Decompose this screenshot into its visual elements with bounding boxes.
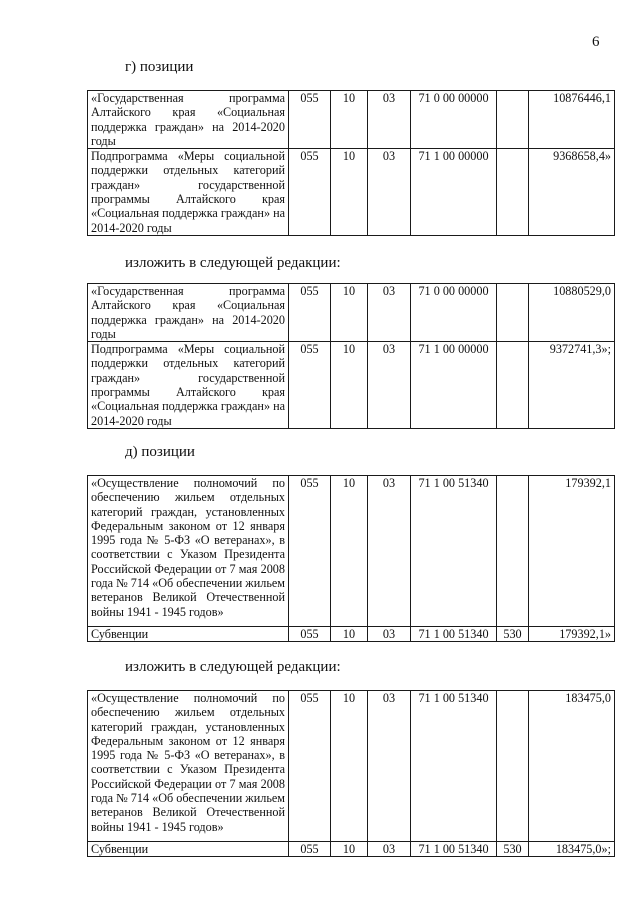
target-article-code: 71 1 00 00000 (411, 342, 497, 429)
target-article-code: 71 0 00 00000 (411, 91, 497, 149)
table-row (88, 342, 615, 429)
item-description: «Государственная программа Алтайского края «Социальная поддержка граждан» на 2014-2020 годы (88, 91, 289, 149)
subsection-code: 03 (368, 91, 411, 149)
section-heading: изложить в следующей редакции: (125, 659, 341, 675)
expense-type-code: 530 (497, 842, 529, 857)
amount: 10880529,0 (529, 284, 615, 342)
expense-type-code (497, 342, 529, 429)
section-code: 10 (331, 149, 368, 236)
page-number: 6 (592, 34, 600, 50)
expense-type-code: 530 (497, 627, 529, 642)
expense-type-code (497, 284, 529, 342)
amount: 9372741,3»; (529, 342, 615, 429)
section-code: 10 (331, 691, 368, 842)
amount: 179392,1» (529, 627, 615, 642)
ministry-code: 055 (289, 476, 331, 627)
item-description: «Государственная программа Алтайского края «Социальная поддержка граждан» на 2014-2020 годы (88, 284, 289, 342)
item-description: Субвенции (88, 842, 289, 857)
section-code: 10 (331, 627, 368, 642)
section-code: 10 (331, 91, 368, 149)
table-row (88, 842, 615, 857)
subsection-code: 03 (368, 842, 411, 857)
ministry-code: 055 (289, 149, 331, 236)
subsection-code: 03 (368, 627, 411, 642)
ministry-code: 055 (289, 691, 331, 842)
item-description: Подпрограмма «Меры социальной поддержки отдельных категорий граждан» государственной программы Алтайского края «Социальная поддержка граждан» на 2014-2020 годы (88, 149, 289, 236)
table-row (88, 627, 615, 642)
item-description: «Осуществление полномочий по обеспечению жильем отдельных категорий граждан, установленных Федеральным законом от 12 января 1995 года № 5-ФЗ «О ветеранах», в соответствии с Указом Президента Российской Федерации от 7 мая 2008 года № 714 «Об обеспечении жильем ветеранов Великой Отечественной войны 1941 - 1945 годов» (88, 691, 289, 842)
target-article-code: 71 1 00 00000 (411, 149, 497, 236)
table-row (88, 91, 615, 149)
ministry-code: 055 (289, 627, 331, 642)
table-row (88, 476, 615, 627)
ministry-code: 055 (289, 91, 331, 149)
ministry-code: 055 (289, 284, 331, 342)
section-heading: г) позиции (125, 59, 194, 75)
subsection-code: 03 (368, 284, 411, 342)
item-description: Субвенции (88, 627, 289, 642)
target-article-code: 71 0 00 00000 (411, 284, 497, 342)
section-code: 10 (331, 342, 368, 429)
ministry-code: 055 (289, 342, 331, 429)
budget-table (87, 90, 615, 236)
expense-type-code (497, 149, 529, 236)
target-article-code: 71 1 00 51340 (411, 691, 497, 842)
target-article-code: 71 1 00 51340 (411, 842, 497, 857)
amount: 183475,0 (529, 691, 615, 842)
budget-table (87, 283, 615, 429)
subsection-code: 03 (368, 691, 411, 842)
amount: 9368658,4» (529, 149, 615, 236)
expense-type-code (497, 476, 529, 627)
ministry-code: 055 (289, 842, 331, 857)
section-code: 10 (331, 842, 368, 857)
subsection-code: 03 (368, 149, 411, 236)
section-code: 10 (331, 284, 368, 342)
subsection-code: 03 (368, 342, 411, 429)
target-article-code: 71 1 00 51340 (411, 627, 497, 642)
amount: 183475,0»; (529, 842, 615, 857)
expense-type-code (497, 691, 529, 842)
amount: 179392,1 (529, 476, 615, 627)
item-description: «Осуществление полномочий по обеспечению жильем отдельных категорий граждан, установленных Федеральным законом от 12 января 1995 года № 5-ФЗ «О ветеранах», в соответствии с Указом Президента Российской Федерации от 7 мая 2008 года № 714 «Об обеспечении жильем ветеранов Великой Отечественной войны 1941 - 1945 годов» (88, 476, 289, 627)
section-heading: изложить в следующей редакции: (125, 255, 341, 271)
table-row (88, 149, 615, 236)
budget-table (87, 475, 615, 642)
subsection-code: 03 (368, 476, 411, 627)
table-row (88, 691, 615, 842)
target-article-code: 71 1 00 51340 (411, 476, 497, 627)
expense-type-code (497, 91, 529, 149)
budget-table (87, 690, 615, 857)
table-row (88, 284, 615, 342)
section-heading: д) позиции (125, 444, 195, 460)
amount: 10876446,1 (529, 91, 615, 149)
section-code: 10 (331, 476, 368, 627)
item-description: Подпрограмма «Меры социальной поддержки отдельных категорий граждан» государственной программы Алтайского края «Социальная поддержка граждан» на 2014-2020 годы (88, 342, 289, 429)
